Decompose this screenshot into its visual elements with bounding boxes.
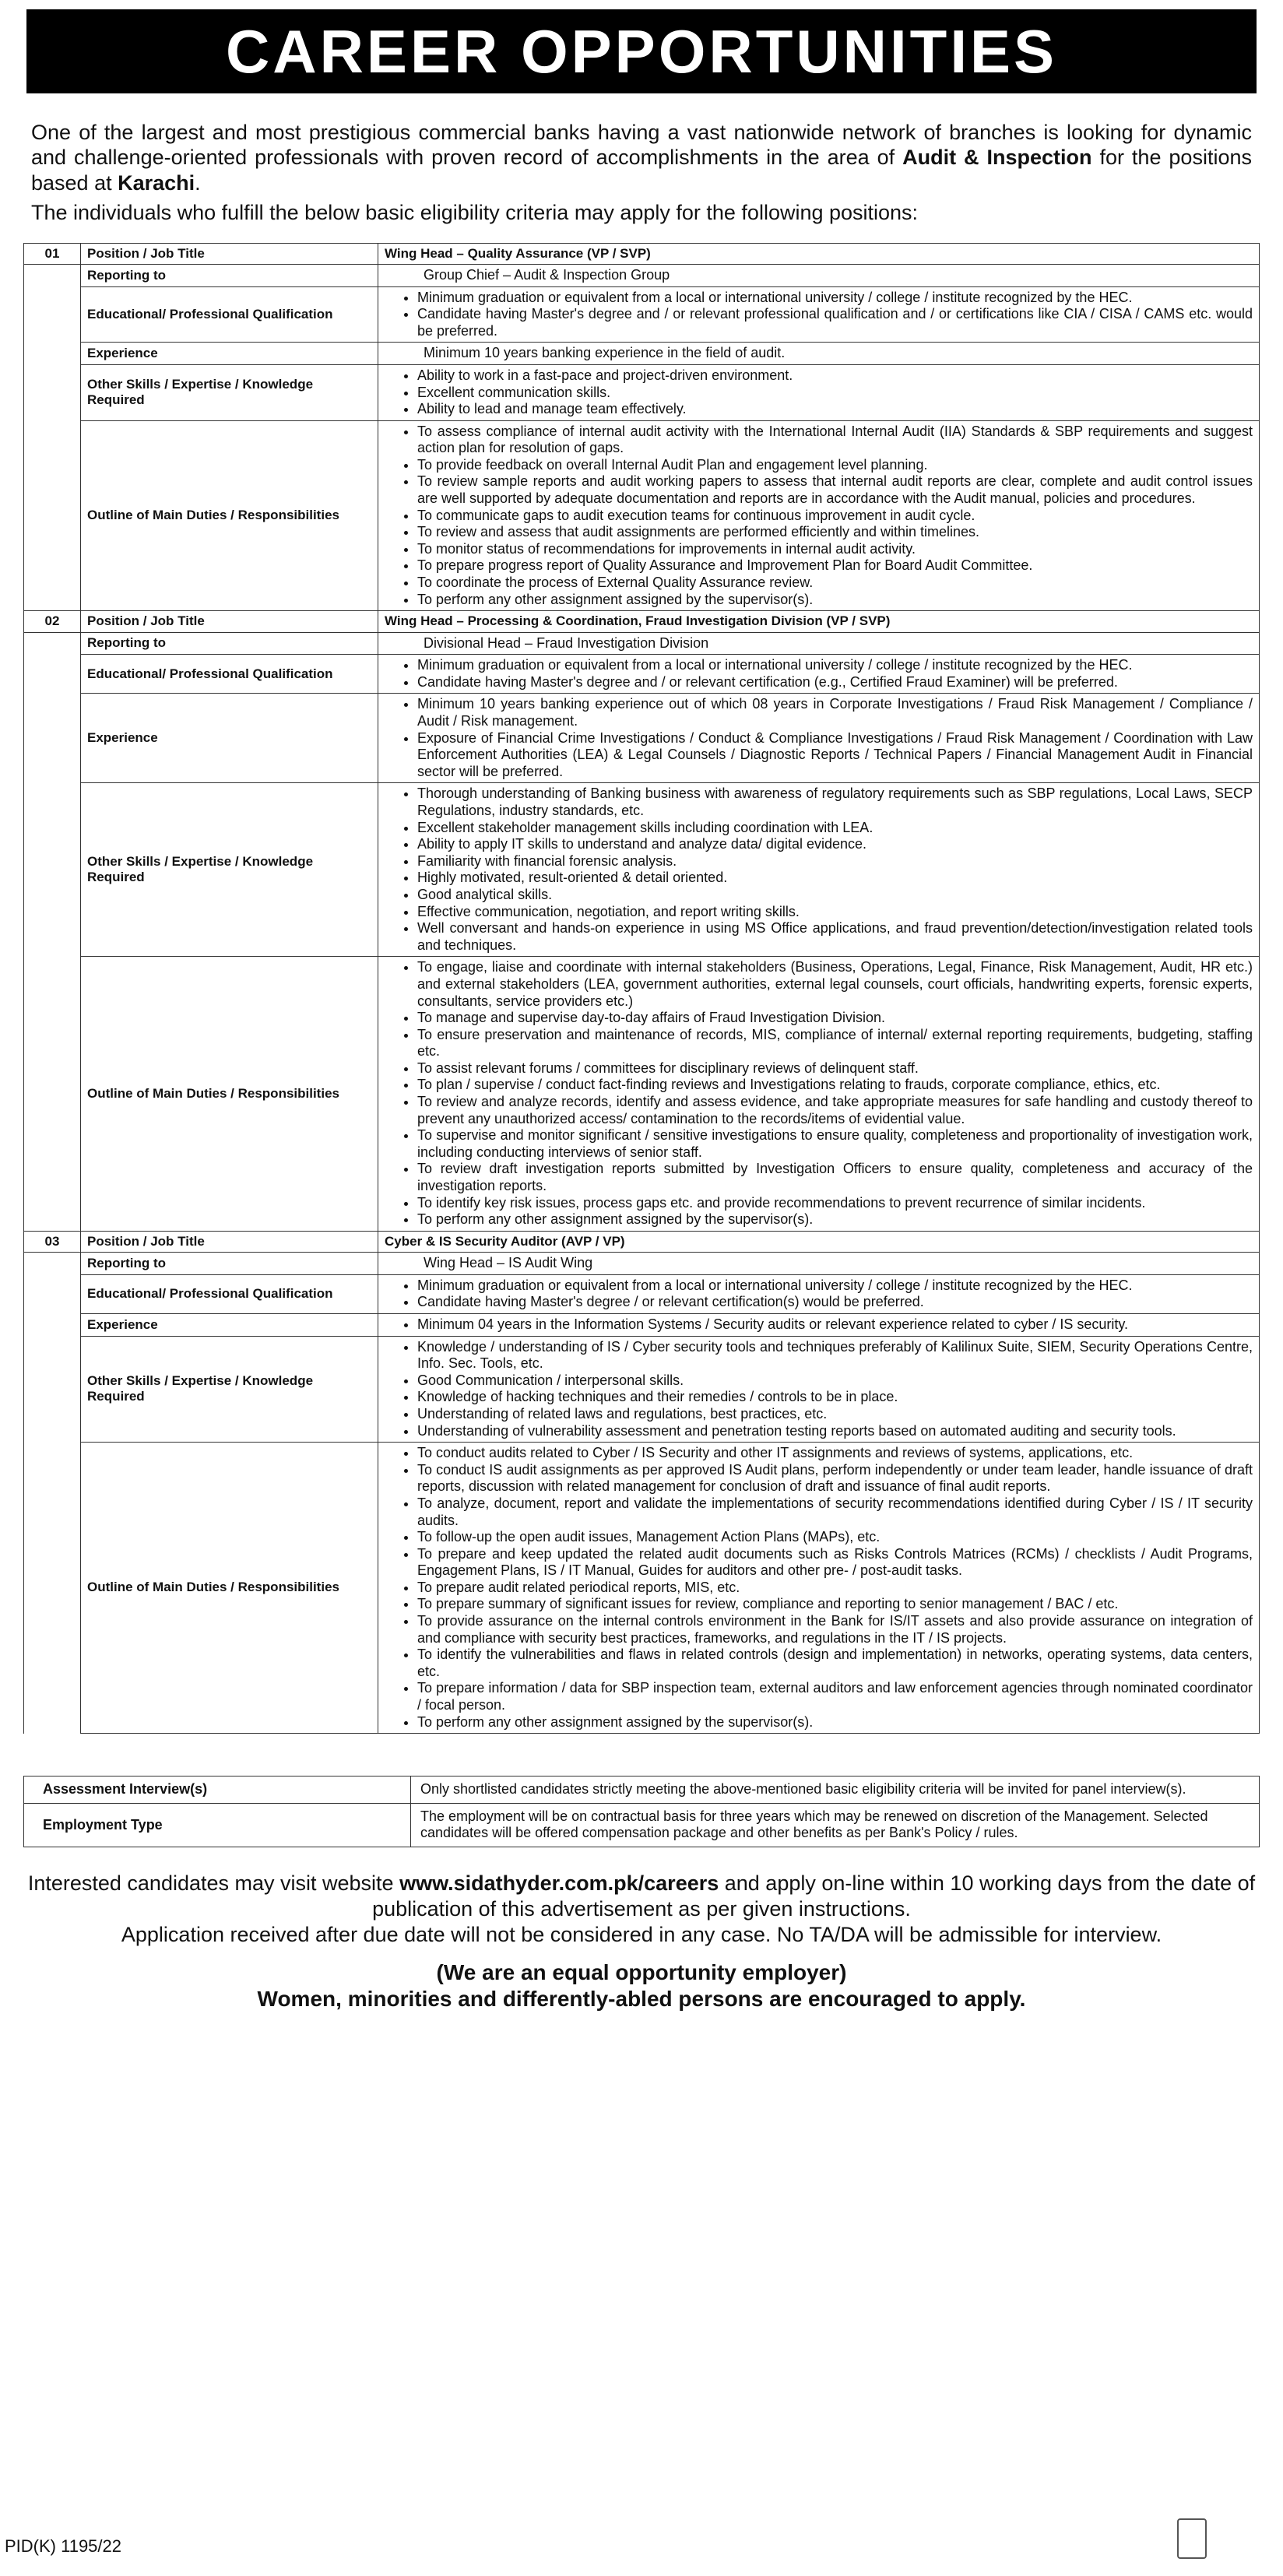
- list-item: • Well conversant and hands-on experience in using MS Office applications, and fraud prevention/detection/investigation related tools and techniques.: [417, 920, 1253, 954]
- list-item: • To monitor status of recommendations for improvements in internal audit activity.: [417, 541, 1253, 558]
- careers-website-link[interactable]: www.sidathyder.com.pk/careers: [399, 1871, 719, 1896]
- publisher-logo: [1177, 2511, 1271, 2566]
- number-spacer: [24, 632, 81, 655]
- list-item: • Minimum graduation or equivalent from a local or international university / college / institute recognized by the HEC.: [417, 1277, 1253, 1295]
- skills-cell-list: [385, 1339, 1253, 1440]
- position-skills-row: [24, 783, 1260, 957]
- intro-area-bold: Audit & Inspection: [902, 146, 1092, 170]
- experience-cell-list: [385, 696, 1253, 780]
- duties-label: Outline of Main Duties / Responsibilities: [81, 957, 378, 1232]
- position-education-row: [24, 1274, 1260, 1313]
- page-title: CAREER OPPORTUNITIES: [26, 9, 1257, 93]
- list-item: • Ability to apply IT skills to understand and analyze data/ digital evidence.: [417, 836, 1253, 853]
- duties-cell: [378, 420, 1260, 611]
- list-item: • Thorough understanding of Banking business with awareness of regulatory requirements such as SBP regulations, Local Laws, SECP Regulations, industry standards, etc.: [417, 785, 1253, 819]
- list-item: • Ability to lead and manage team effectively.: [417, 401, 1253, 418]
- logo-icon: [1177, 2518, 1207, 2559]
- intro-text-1: One of the largest and most prestigious commercial banks having a vast nationwide network of branches is looking for dynamic and challenge-oriented professionals with proven record of accomplishments in the area of: [31, 121, 1252, 170]
- terms-table: [23, 1776, 1260, 1847]
- skills-cell-list: [385, 367, 1253, 418]
- list-item: • To conduct IS audit assignments as per approved IS Audit plans, perform independently or under team leader, handle issuance of draft reports, discussion with related management for conclusion of draft and issuance of final audit reports.: [417, 1462, 1253, 1495]
- position-experience-row: [24, 694, 1260, 783]
- list-item: • To provide assurance on the internal controls environment in the Bank for IS/IT assets and also provide assurance on integration of and compliance with security best practices, frameworks, and regulations in the IT / IS projects.: [417, 1613, 1253, 1646]
- list-item: • Excellent stakeholder management skills including coordination with LEA.: [417, 820, 1253, 837]
- position-duties-row: [24, 1443, 1260, 1734]
- position-title: Wing Head – Processing & Coordination, Fraud Investigation Division (VP / SVP): [378, 611, 1260, 632]
- experience-cell: [378, 694, 1260, 783]
- reporting-label: Reporting to: [81, 264, 378, 286]
- assessment-text: Only shortlisted candidates strictly meeting the above-mentioned basic eligibility criteria will be invited for panel interview(s).: [411, 1776, 1260, 1804]
- intro-paragraph: [31, 120, 1252, 195]
- intro-text-2: for the positions based at: [31, 146, 1252, 195]
- list-item: • To review and analyze records, identify and assess evidence, and take appropriate measures for safe handling and custody thereof to prevent any unauthorized access/ contamination to the records/items of evidential value.: [417, 1094, 1253, 1127]
- position-number: 01: [24, 243, 81, 264]
- list-item: • To prepare audit related periodical reports, MIS, etc.: [417, 1580, 1253, 1597]
- position-title: Wing Head – Quality Assurance (VP / SVP): [378, 243, 1260, 264]
- education-cell-list: [385, 1277, 1253, 1311]
- position-duties-row: [24, 957, 1260, 1232]
- list-item: • Understanding of related laws and regulations, best practices, etc.: [417, 1406, 1253, 1423]
- number-spacer: [24, 343, 81, 365]
- list-item: • Minimum graduation or equivalent from a local or international university / college / institute recognized by the HEC.: [417, 657, 1253, 674]
- education-cell-list: [385, 290, 1253, 340]
- number-spacer: [24, 1336, 81, 1443]
- closing-text-2: and apply on-line within 10 working days from the date of publication of this advertisement as per given instructions.: [372, 1871, 1256, 1921]
- equal-opportunity-line: (We are an equal opportunity employer): [436, 1959, 847, 1984]
- number-spacer: [24, 1253, 81, 1275]
- position-header-row: [24, 1231, 1260, 1252]
- position-reporting-row: [24, 1253, 1260, 1275]
- employment-text: The employment will be on contractual basis for three years which may be renewed on discretion of the Management. Selected candidates will be offered compensation package and other benefits as per Bank's Policy / rules.: [411, 1803, 1260, 1847]
- assessment-label: Assessment Interview(s): [24, 1776, 411, 1804]
- list-item: • To prepare information / data for SBP inspection team, external auditors and law enforcement agencies through nominated coordinator / focal person.: [417, 1680, 1253, 1713]
- position-title: Cyber & IS Security Auditor (AVP / VP): [378, 1231, 1260, 1252]
- diversity-line: Women, minorities and differently-abled persons are encouraged to apply.: [257, 1986, 1026, 2011]
- position-label: Position / Job Title: [81, 1231, 378, 1252]
- list-item: • Good Communication / interpersonal skills.: [417, 1372, 1253, 1390]
- number-spacer: [24, 957, 81, 1232]
- list-item: • Minimum 10 years banking experience out of which 08 years in Corporate Investigations / Fraud Risk Management / Compliance / Audit / Risk management.: [417, 696, 1253, 729]
- experience-label: Experience: [81, 1313, 378, 1336]
- education-label: Educational/ Professional Qualification: [81, 286, 378, 343]
- duties-cell-list: [385, 1445, 1253, 1731]
- list-item: • To conduct audits related to Cyber / IS Security and other IT assignments and reviews of systems, applications, etc.: [417, 1445, 1253, 1462]
- list-item: • Ability to work in a fast-pace and project-driven environment.: [417, 367, 1253, 385]
- experience-label: Experience: [81, 343, 378, 365]
- list-item: • Highly motivated, result-oriented & detail oriented.: [417, 870, 1253, 887]
- number-spacer: [24, 1274, 81, 1313]
- skills-label: Other Skills / Expertise / Knowledge Required: [81, 783, 378, 957]
- list-item: • To supervise and monitor significant / sensitive investigations to ensure quality, completeness and proportionality of investigation work, including conducting interviews of senior staff.: [417, 1127, 1253, 1161]
- duties-cell-list: [385, 423, 1253, 609]
- number-spacer: [24, 1443, 81, 1734]
- reporting-to-value: Group Chief – Audit & Inspection Group: [378, 264, 1260, 286]
- list-item: • To review sample reports and audit working papers to assess that internal audit reports are clear, complete and audit control issues are well supported by adequate documentation and reports are in accordance with the Audit manual, policies and procedures.: [417, 473, 1253, 507]
- number-spacer: [24, 364, 81, 420]
- experience-value: Minimum 10 years banking experience in the field of audit.: [378, 343, 1260, 365]
- list-item: • To identify the vulnerabilities and flaws in related controls (design and implementation) in networks, operating systems, data centers, etc.: [417, 1646, 1253, 1680]
- employment-row: [24, 1803, 1260, 1847]
- skills-label: Other Skills / Expertise / Knowledge Required: [81, 1336, 378, 1443]
- position-skills-row: [24, 1336, 1260, 1443]
- education-cell: [378, 655, 1260, 694]
- education-cell: [378, 286, 1260, 343]
- duties-label: Outline of Main Duties / Responsibilities: [81, 1443, 378, 1734]
- list-item: • To prepare progress report of Quality Assurance and Improvement Plan for Board Audit Committee.: [417, 557, 1253, 575]
- pid-number: PID(K) 1195/22: [5, 2536, 122, 2556]
- position-experience-row: [24, 343, 1260, 365]
- number-spacer: [24, 783, 81, 957]
- list-item: • To perform any other assignment assigned by the supervisor(s).: [417, 1714, 1253, 1731]
- position-label: Position / Job Title: [81, 611, 378, 632]
- list-item: • Knowledge / understanding of IS / Cyber security tools and techniques preferably of Kalilinux Suite, SIEM, Security Operations Centre, Info. Sec. Tools, etc.: [417, 1339, 1253, 1372]
- reporting-to-value: Wing Head – IS Audit Wing: [378, 1253, 1260, 1275]
- position-education-row: [24, 655, 1260, 694]
- list-item: • To provide feedback on overall Internal Audit Plan and engagement level planning.: [417, 457, 1253, 474]
- number-spacer: [24, 694, 81, 783]
- list-item: • Candidate having Master's degree and / or relevant certification (e.g., Certified Fraud Examiner) will be preferred.: [417, 674, 1253, 691]
- position-reporting-row: [24, 632, 1260, 655]
- duties-cell: [378, 957, 1260, 1232]
- position-label: Position / Job Title: [81, 243, 378, 264]
- list-item: • To follow-up the open audit issues, Management Action Plans (MAPs), etc.: [417, 1529, 1253, 1546]
- assessment-row: [24, 1776, 1260, 1804]
- list-item: • To analyze, document, report and validate the implementations of security recommendations identified during Cyber / IS / IT security audits.: [417, 1495, 1253, 1529]
- education-cell: [378, 1274, 1260, 1313]
- list-item: • To perform any other assignment assigned by the supervisor(s).: [417, 1211, 1253, 1228]
- list-item: • To communicate gaps to audit execution teams for continuous improvement in audit cycle.: [417, 508, 1253, 525]
- position-header-row: [24, 611, 1260, 632]
- number-spacer: [24, 655, 81, 694]
- employment-label: Employment Type: [24, 1803, 411, 1847]
- education-label: Educational/ Professional Qualification: [81, 1274, 378, 1313]
- list-item: • Candidate having Master's degree / or relevant certification(s) would be preferred.: [417, 1294, 1253, 1311]
- position-education-row: [24, 286, 1260, 343]
- list-item: • To assist relevant forums / committees for disciplinary reviews of delinquent staff.: [417, 1060, 1253, 1077]
- position-header-row: [24, 243, 1260, 264]
- list-item: • Knowledge of hacking techniques and their remedies / controls to be in place.: [417, 1389, 1253, 1406]
- education-cell-list: [385, 657, 1253, 691]
- position-duties-row: [24, 420, 1260, 611]
- position-number: 02: [24, 611, 81, 632]
- list-item: • To engage, liaise and coordinate with internal stakeholders (Business, Operations, Legal, Finance, Risk Management, Audit, HR etc.) and external stakeholders (LEA, government authorities, external legal counsels, court officials, handwriting experts, forensic experts, consultants, service providers etc.): [417, 959, 1253, 1010]
- reporting-label: Reporting to: [81, 1253, 378, 1275]
- position-number: 03: [24, 1231, 81, 1252]
- list-item: • Minimum graduation or equivalent from a local or international university / college / institute recognized by the HEC.: [417, 290, 1253, 307]
- list-item: • To coordinate the process of External Quality Assurance review.: [417, 575, 1253, 592]
- list-item: • To assess compliance of internal audit activity with the International Internal Audit (IIA) Standards & SBP requirements and suggest action plan for resolution of gaps.: [417, 423, 1253, 457]
- skills-cell-list: [385, 785, 1253, 954]
- list-item: • Candidate having Master's degree and / or relevant professional qualification and / or certifications like CIA / CISA / CAMS etc. would be preferred.: [417, 306, 1253, 339]
- closing-paragraph: [23, 1871, 1260, 1948]
- list-item: • To review and assess that audit assignments are performed efficiently and within timelines.: [417, 524, 1253, 541]
- experience-cell-list: [385, 1316, 1253, 1334]
- list-item: • Good analytical skills.: [417, 887, 1253, 904]
- list-item: • To prepare and keep updated the related audit documents such as Risks Controls Matrices (RCMs) / checklists / Audit Programs, Engagement Plans, IS / IT Manual, Guides for auditors and other pre- / post-audit tasks.: [417, 1546, 1253, 1580]
- list-item: • Minimum 04 years in the Information Systems / Security audits or relevant experience related to cyber / IS security.: [417, 1316, 1253, 1334]
- list-item: • To manage and supervise day-to-day affairs of Fraud Investigation Division.: [417, 1010, 1253, 1027]
- experience-cell: [378, 1313, 1260, 1336]
- skills-cell: [378, 1336, 1260, 1443]
- list-item: • Effective communication, negotiation, and report writing skills.: [417, 904, 1253, 921]
- intro-text-3: .: [195, 170, 201, 195]
- intro-city-bold: Karachi: [118, 170, 195, 195]
- list-item: • To identify key risk issues, process gaps etc. and provide recommendations to prevent recurrence of similar incidents.: [417, 1195, 1253, 1212]
- skills-label: Other Skills / Expertise / Knowledge Required: [81, 364, 378, 420]
- list-item: • Understanding of vulnerability assessment and penetration testing reports based on automated auditing and security tools.: [417, 1423, 1253, 1440]
- list-item: • To plan / supervise / conduct fact-finding reviews and Investigations relating to frauds, corporate compliance, ethics, etc.: [417, 1077, 1253, 1094]
- list-item: • Excellent communication skills.: [417, 385, 1253, 402]
- list-item: • To prepare summary of significant issues for review, compliance and reporting to senior management / BAC / etc.: [417, 1596, 1253, 1613]
- number-spacer: [24, 264, 81, 286]
- intro-eligibility-line: The individuals who fulfill the below basic eligibility criteria may apply for the following positions:: [31, 201, 919, 225]
- skills-cell: [378, 783, 1260, 957]
- position-skills-row: [24, 364, 1260, 420]
- list-item: • To perform any other assignment assigned by the supervisor(s).: [417, 592, 1253, 609]
- position-experience-row: [24, 1313, 1260, 1336]
- position-reporting-row: [24, 264, 1260, 286]
- duties-label: Outline of Main Duties / Responsibilities: [81, 420, 378, 611]
- duties-cell: [378, 1443, 1260, 1734]
- closing-text-3: Application received after due date will not be considered in any case. No TA/DA will be admissible for interview.: [121, 1922, 1162, 1946]
- list-item: • Familiarity with financial forensic analysis.: [417, 853, 1253, 870]
- closing-text-1: Interested candidates may visit website: [27, 1871, 400, 1896]
- reporting-to-value: Divisional Head – Fraud Investigation Division: [378, 632, 1260, 655]
- number-spacer: [24, 286, 81, 343]
- number-spacer: [24, 420, 81, 611]
- experience-label: Experience: [81, 694, 378, 783]
- list-item: • To ensure preservation and maintenance of records, MIS, compliance of internal/ external reporting requirements, budgeting, staffing etc.: [417, 1027, 1253, 1060]
- number-spacer: [24, 1313, 81, 1336]
- reporting-label: Reporting to: [81, 632, 378, 655]
- duties-cell-list: [385, 959, 1253, 1228]
- list-item: • To review draft investigation reports submitted by Investigation Officers to ensure quality, completeness and accuracy of the investigation reports.: [417, 1161, 1253, 1194]
- list-item: • Exposure of Financial Crime Investigations / Conduct & Compliance Investigations / Fraud Risk Management / Coordination with Law Enforcement Authorities (LEA) & Legal Counsels / Diagnostic Reports / Technical Papers / Financial Management Audit in Financial sector will be preferred.: [417, 730, 1253, 781]
- education-label: Educational/ Professional Qualification: [81, 655, 378, 694]
- skills-cell: [378, 364, 1260, 420]
- positions-table: [23, 243, 1260, 1734]
